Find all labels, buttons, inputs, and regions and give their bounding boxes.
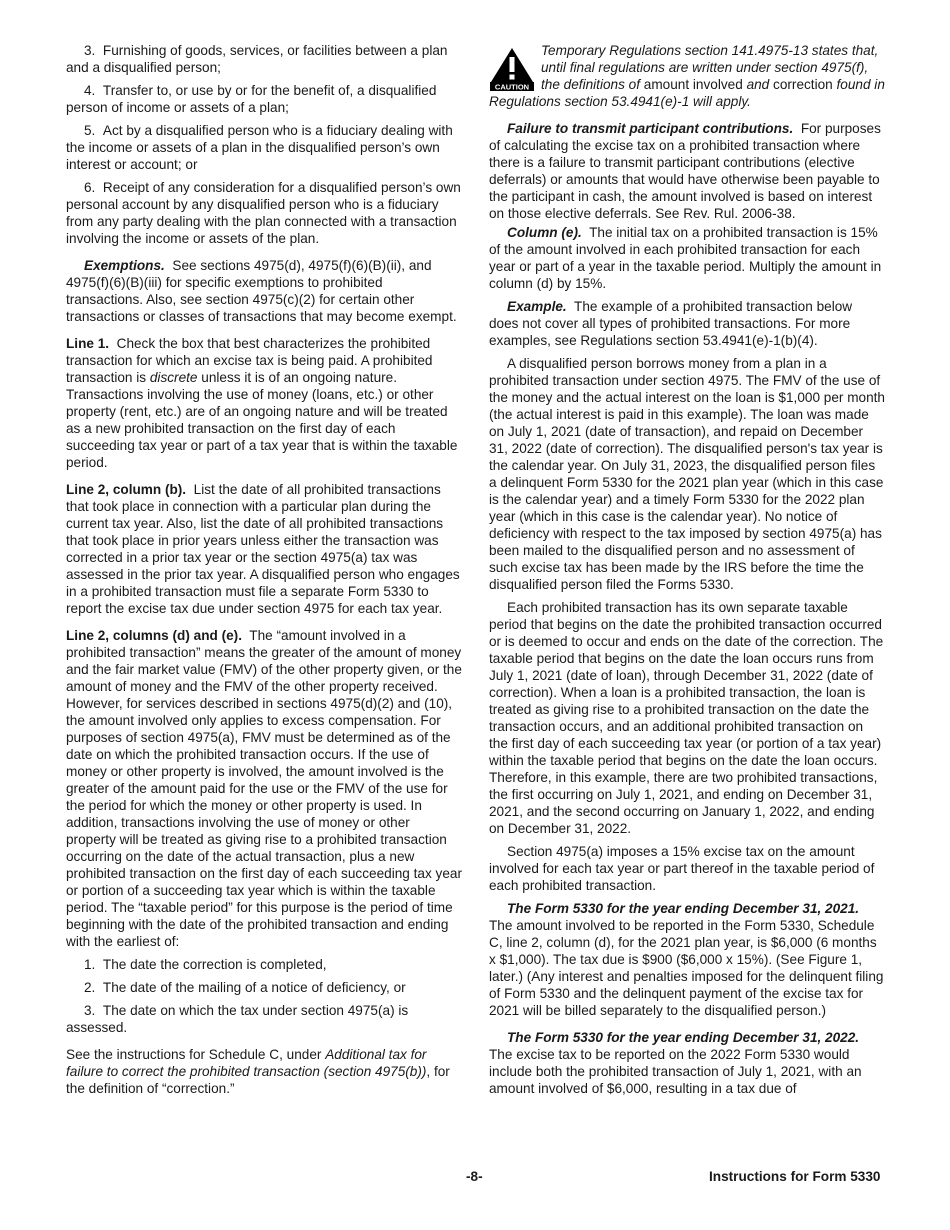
list-item: 4. Transfer to, or use by or for the benefit of, a disqualified person of income or assets of a plan; [66,83,437,115]
list-item: 3. Furnishing of goods, services, or facilities between a plan and a disqualified person; [66,43,448,75]
left-column [66,42,462,1103]
column-e-paragraph: Column (e). The initial tax on a prohibited transaction is 15% of the amount involved in each prohibited transaction for each year or part of a year in the taxable period. Multiply the amount in column (d) by 15%. [489,225,882,291]
see-instructions-paragraph: See the instructions for Schedule C, under Additional tax for failure to correct the prohibited transaction (section 4975(b)), for the definition of “correction.” [66,1047,450,1096]
caution-note: CAUTION Temporary Regulations section 141.4975-13 states that, until final regulations are written under section 4975(f), the definitions of amount involved and correction found in Regulations section 53.4941(e)-1 will apply. [489,43,885,109]
line2b-paragraph: Line 2, column (b). List the date of all prohibited transactions that took place in connection with a particular plan during the current tax year. Also, list the date of all prohibited transactions that took place in prior years unless either the transaction was corrected in a prior tax year or the section 4975(a) tax was assessed in the prior tax year. A disqualified person who engages in a prohibited transaction must file a separate Form 5330 to report the excise tax due under section 4975 for each tax year. [66,482,460,616]
failure-paragraph: Failure to transmit participant contributions. For purposes of calculating the excise tax on a prohibited transaction where there is a failure to transmit participant contributions (elective deferrals) or amounts that would have otherwise been payable to the participant in cash, the amount involved is based on interest on those elective deferrals. See Rev. Rul. 2006-38. [489,121,881,221]
page-number: -8- [466,1169,483,1184]
exemptions-paragraph: Exemptions. See sections 4975(d), 4975(f)(6)(B)(ii), and 4975(f)(6)(B)(iii) for specific exemptions to prohibited transactions. Also, see section 4975(c)(2) for certain other transactions or classes of transactions that may become exempt. [66,258,457,324]
caution-icon [489,46,535,92]
right-column [489,42,885,1103]
form-2022-paragraph: The Form 5330 for the year ending December 31, 2022. The excise tax to be reported on the 2022 Form 5330 would include both the prohibited transaction of July 1, 2021, with an amount involved of $6,000, resulting in a tax due of [489,1030,862,1096]
example-body-1: A disqualified person borrows money from a plan in a prohibited transaction under section 4975. The FMV of the use of the money and the actual interest on the loan is $1,000 per month (the actual interest is paid in this example). The loan was made on July 1, 2021 (date of transaction), and repaid on December 31, 2022 (date of correction). The disqualified person's tax year is the calendar year. On July 31, 2023, the disqualified person files a delinquent Form 5330 for the 2021 plan year (which in this case is the calendar year) and a timely Form 5330 for the 2022 plan year (which in this case is the calendar year). No notice of deficiency with respect to the tax imposed by section 4975(a) has been mailed to the disqualified person and no assessment of such excise tax has been made by the IRS before the time the disqualified person filed the Forms 5330. [489,356,885,592]
caution-label: CAUTION [494,82,530,92]
form-title-footer: Instructions for Form 5330 [709,1169,881,1184]
list-item: 1. The date the correction is completed, [84,957,327,972]
example-body-3: Section 4975(a) imposes a 15% excise tax on the amount involved for each tax year or part thereof in the taxable period of each prohibited transaction. [489,844,875,893]
line2de-paragraph: Line 2, columns (d) and (e). The “amount involved in a prohibited transaction” means the greater of the amount of money and the fair market value (FMV) of the other property given, or the amount of money and the FMV of the other property received. However, for services described in sections 4975(d)(2) and (10), the amount involved only applies to excess compensation. For purposes of section 4975(a), FMV must be determined as of the date on which the prohibited transaction occurs. If the use of money or other property is involved, the amount involved is the greater of the amount paid for the use or the FMV of the use for the period for which the money or other property is used. In addition, transactions involving the use of money or other property will be treated as giving rise to a prohibited transaction occurring on the date of the actual transaction, plus a new prohibited transaction on the first day of each succeeding tax year or portion of a succeeding tax year which is within the taxable period. The “taxable period” for this purpose is the period of time beginning with the date of the prohibited transaction and ending with the earliest of: [66,628,462,949]
list-item: 5. Act by a disqualified person who is a fiduciary dealing with the income or assets of a plan in the disqualified person’s own interest or account; or [66,123,453,172]
list-item: 2. The date of the mailing of a notice of deficiency, or [84,980,406,995]
form-2021-paragraph: The Form 5330 for the year ending December 31, 2021. The amount involved to be reported in the Form 5330, Schedule C, line 2, column (d), for the 2021 plan year, is $6,000 (6 months x $1,000). The tax due is $900 ($6,000 x 15%). (See Figure 1, later.) (Any interest and penalties imposed for the delinquent filing of Form 5330 and the delinquent payment of the excise tax for 2021 will be billed separately to the disqualified person.) [489,901,884,1018]
example-body-2: Each prohibited transaction has its own separate taxable period that begins on the date the prohibited transaction occurred or is deemed to occur and ends on the date of the correction. The taxable period that begins on the date the loan occurs runs from July 1, 2021 (date of loan), through December 31, 2022 (date of correction). When a loan is a prohibited transaction, the loan is treated as giving rise to a prohibited transaction on the date the transaction occurs, and an additional prohibited transaction on the first day of each succeeding tax year (or portion of a tax year) within the taxable period that begins on the date the loan occurs. Therefore, in this example, there are two prohibited transactions, the first occurring on July 1, 2021, and ending on December 31, 2021, and the second occurring on January 1, 2022, and ending on December 31, 2022. [489,600,884,836]
list-item: 3. The date on which the tax under section 4975(a) is assessed. [66,1003,409,1035]
line1-paragraph: Line 1. Check the box that best characterizes the prohibited transaction for which an excise tax is being paid. A prohibited transaction is discrete unless it is of an ongoing nature. Transactions involving the use of money (loans, etc.) or other property (rent, etc.) are of an ongoing nature and will be treated as a new prohibited transaction on the first day of each succeeding tax year or part of a tax year that is within the taxable period. [66,336,458,470]
list-item: 6. Receipt of any consideration for a disqualified person’s own personal account by any disqualified person who is a fiduciary from any party dealing with the plan connected with a transaction involving the income or assets of the plan. [66,180,461,246]
example-paragraph: Example. The example of a prohibited transaction below does not cover all types of prohibited transactions. For more examples, see Regulations section 53.4941(e)-1(b)(4). [489,299,853,348]
